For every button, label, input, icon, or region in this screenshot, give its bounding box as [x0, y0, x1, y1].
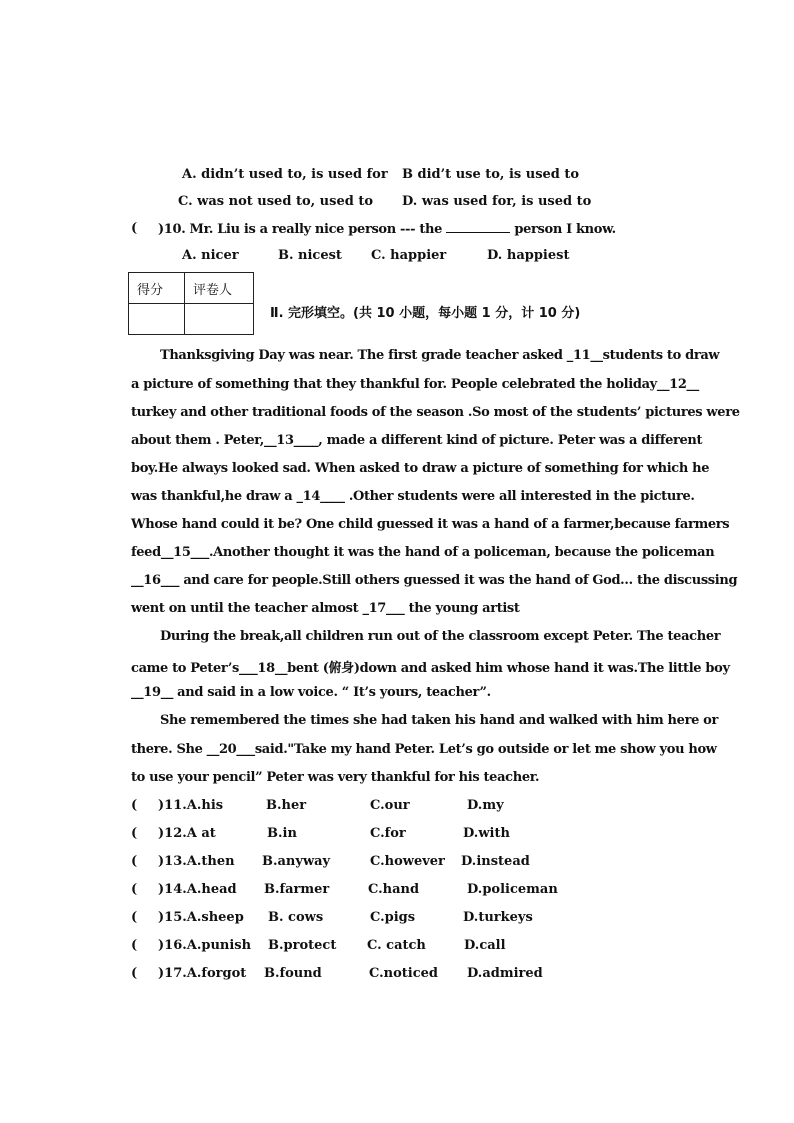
- passage-line: came to Peter’s___18__bent (俯身)down and asked him whose hand it was.The little boy: [131, 661, 730, 676]
- question-option-a: )12.A at: [158, 826, 216, 841]
- passage-line: During the break,all children run out of the classroom except Peter. The teacher: [160, 629, 721, 644]
- question-option-a: )11.A.his: [158, 798, 224, 813]
- option-b: B. cows: [268, 910, 324, 925]
- passage-line: Thanksgiving Day was near. The first grade teacher asked _11__students to draw: [160, 348, 720, 363]
- passage-line: to use your pencil” Peter was very thankful for his teacher.: [131, 770, 540, 785]
- option-d: D.policeman: [467, 882, 558, 897]
- passage-line: a picture of something that they thankful for. People celebrated the holiday__12__: [131, 377, 699, 392]
- option-d: D.admired: [467, 966, 543, 981]
- answer-blank: [446, 221, 510, 233]
- question-10-text: )10. Mr. Liu is a really nice person --- the: [158, 222, 443, 237]
- option-c: C.for: [370, 826, 406, 841]
- passage-line: Whose hand could it be? One child guessed it was a hand of a farmer,because farmers: [131, 517, 730, 532]
- option-b: B.her: [266, 798, 307, 813]
- option-c: C. was not used to, used to: [178, 194, 373, 209]
- passage-line: turkey and other traditional foods of the season .So most of the students’ pictures were: [131, 405, 740, 420]
- question-option-a: )13.A.then: [158, 854, 235, 869]
- option-d: D.with: [463, 826, 510, 841]
- answer-paren: (: [131, 966, 138, 981]
- question-10: [158, 221, 616, 237]
- passage-line: feed__15___.Another thought it was the hand of a policeman, because the policeman: [131, 545, 715, 560]
- option-d: D.instead: [461, 854, 530, 869]
- passage-line: was thankful,he draw a _14____ .Other students were all interested in the picture.: [131, 489, 695, 504]
- option-d: D. was used for, is used to: [402, 194, 592, 209]
- option-b: B.found: [264, 966, 322, 981]
- option-c: C.pigs: [370, 910, 416, 925]
- grader-cell[interactable]: [185, 304, 254, 335]
- grader-label: 评卷人: [185, 273, 254, 304]
- option-c: C.noticed: [369, 966, 438, 981]
- option-b: B.farmer: [264, 882, 330, 897]
- question-option-a: )17.A.forgot: [158, 966, 247, 981]
- option-d: D. happiest: [487, 248, 570, 263]
- option-d: D.my: [467, 798, 504, 813]
- option-b: B did’t use to, is used to: [402, 167, 580, 182]
- answer-paren: (: [131, 826, 138, 841]
- passage-line: about them . Peter,__13____, made a different kind of picture. Peter was a different: [131, 433, 703, 448]
- option-c: C. catch: [367, 938, 426, 953]
- section-title: Ⅱ. 完形填空。(共 10 小题，每小题 1 分，计 10 分): [270, 306, 581, 321]
- passage-line: there. She __20___said."Take my hand Peter. Let’s go outside or let me show you how: [131, 742, 717, 757]
- option-b: B.in: [267, 826, 297, 841]
- question-option-a: )14.A.head: [158, 882, 237, 897]
- option-c: C.hand: [368, 882, 420, 897]
- question-10-tail: person I know.: [514, 222, 616, 237]
- answer-paren: (: [131, 910, 138, 925]
- answer-paren: (: [131, 221, 138, 236]
- answer-paren: (: [131, 854, 138, 869]
- passage-line: She remembered the times she had taken his hand and walked with him here or: [160, 713, 718, 728]
- answer-paren: (: [131, 798, 138, 813]
- option-c: C.our: [370, 798, 410, 813]
- question-option-a: )15.A.sheep: [158, 910, 244, 925]
- score-label: 得分: [129, 273, 185, 304]
- passage-line: __16___ and care for people.Still others guessed it was the hand of God… the discussing: [131, 573, 738, 588]
- option-c: C.however: [370, 854, 445, 869]
- option-b: B. nicest: [278, 248, 342, 263]
- score-table: [128, 272, 254, 335]
- passage-line: __19__ and said in a low voice. “ It’s yours, teacher”.: [131, 685, 491, 700]
- option-b: B.protect: [268, 938, 337, 953]
- question-option-a: )16.A.punish: [158, 938, 252, 953]
- option-d: D.turkeys: [463, 910, 533, 925]
- option-a: A. didn’t used to, is used for: [182, 167, 388, 182]
- answer-paren: (: [131, 882, 138, 897]
- option-b: B.anyway: [262, 854, 331, 869]
- passage-line: boy.He always looked sad. When asked to draw a picture of something for which he: [131, 461, 710, 476]
- option-c: C. happier: [371, 248, 447, 263]
- option-a: A. nicer: [182, 248, 239, 263]
- answer-paren: (: [131, 938, 138, 953]
- option-d: D.call: [464, 938, 506, 953]
- score-cell[interactable]: [129, 304, 185, 335]
- passage-line: went on until the teacher almost _17___ the young artist: [131, 601, 520, 616]
